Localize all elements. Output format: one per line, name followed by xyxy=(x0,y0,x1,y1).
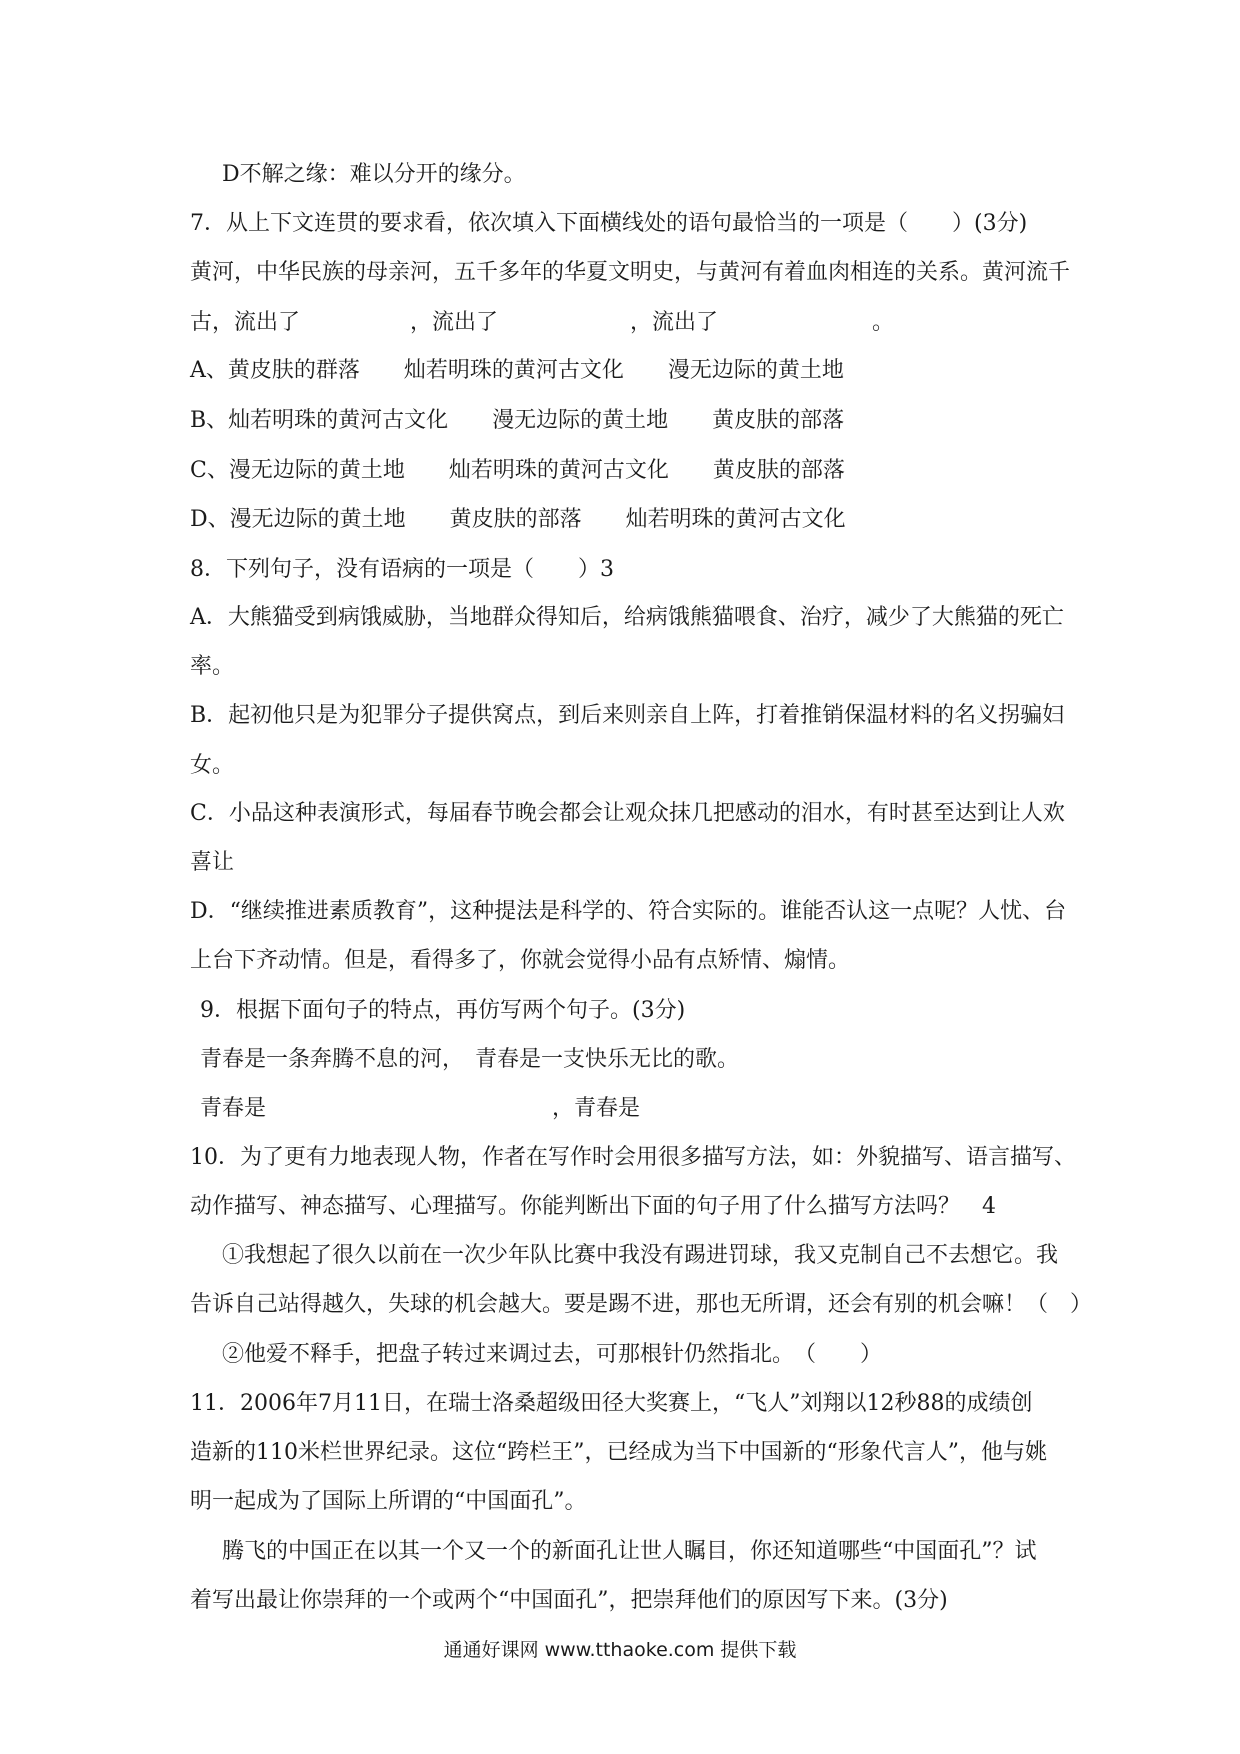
option-c: C、漫无边际的黄土地 灿若明珠的黄河古文化 黄皮肤的部落 xyxy=(190,458,845,483)
option-c: C．小品这种表演形式，每届春节晚会都会让观众抹几把感动的泪水，有时甚至达到让人欢 xyxy=(190,801,1065,826)
text-line: 上台下齐动情。但是，看得多了，你就会觉得小品有点矫情、煽情。 xyxy=(190,948,851,973)
option-a: A、黄皮肤的群落 灿若明珠的黄河古文化 漫无边际的黄土地 xyxy=(190,358,844,383)
text-line: ②他爱不释手，把盘子转过来调过去，可那根针仍然指北。 （ ） xyxy=(222,1342,883,1367)
option-b: B、灿若明珠的黄河古文化 漫无边际的黄土地 黄皮肤的部落 xyxy=(190,408,845,433)
question-8: 8．下列句子，没有语病的一项是（ ）3 xyxy=(190,557,614,582)
option-b: B．起初他只是为犯罪分子提供窝点，到后来则亲自上阵，打着推销保温材料的名义拐骗妇 xyxy=(190,703,1065,728)
question-11: 11．2006年7月11日，在瑞士洛桑超级田径大奖赛上，“飞人”刘翔以12秒88的成绩创 xyxy=(190,1391,1033,1416)
text-line: 动作描写、神态描写、心理描写。你能判断出下面的句子用了什么描写方法吗？ 4 xyxy=(190,1194,996,1219)
question-9: 9．根据下面句子的特点，再仿写两个句子。(3分) xyxy=(200,998,686,1023)
text-line: 古，流出了 ，流出了 ，流出了 。 xyxy=(190,310,895,335)
text-line: ①我想起了很久以前在一次少年队比赛中我没有踢进罚球，我又克制自己不去想它。我 xyxy=(222,1243,1059,1268)
text-line: 造新的110米栏世界纪录。这位“跨栏王”，已经成为当下中国新的“形象代言人”，他与姚 xyxy=(190,1440,1047,1465)
option-d: D．“继续推进素质教育”，这种提法是科学的、符合实际的。谁能否认这一点呢？人忧、台 xyxy=(190,899,1067,924)
text-line: 黄河，中华民族的母亲河，五千多年的华夏文明史，与黄河有着血肉相连的关系。黄河流千 xyxy=(190,260,1071,285)
question-10: 10．为了更有力地表现人物，作者在写作时会用很多描写方法，如：外貌描写、语言描写、 xyxy=(190,1145,1076,1170)
text-line: 青春是一条奔腾不息的河， 青春是一支快乐无比的歌。 xyxy=(200,1047,740,1072)
text-line: D不解之缘：难以分开的缘分。 xyxy=(222,162,526,187)
question-7: 7．从上下文连贯的要求看，依次填入下面横线处的语句最恰当的一项是（ ）(3分) xyxy=(190,211,1028,236)
option-d: D、漫无边际的黄土地 黄皮肤的部落 灿若明珠的黄河古文化 xyxy=(190,507,846,532)
option-a: A．大熊猫受到病饿威胁，当地群众得知后，给病饿熊猫喂食、治疗，减少了大熊猫的死亡 xyxy=(190,605,1064,630)
text-line: 腾飞的中国正在以其一个又一个的新面孔让世人瞩目，你还知道哪些“中国面孔”？试 xyxy=(222,1539,1037,1564)
text-line: 率。 xyxy=(190,654,235,679)
text-line: 明一起成为了国际上所谓的“中国面孔”。 xyxy=(190,1489,587,1514)
text-line: 青春是 ，青春是 xyxy=(200,1096,641,1121)
text-line: 告诉自己站得越久，失球的机会越大。要是踢不进，那也无所谓，还会有别的机会嘛！（ ） xyxy=(190,1292,1093,1317)
text-line: 女。 xyxy=(190,753,235,778)
page-footer: 通通好课网 www.tthaoke.com 提供下载 xyxy=(443,1639,797,1661)
text-line: 喜让 xyxy=(190,850,235,875)
text-line: 着写出最让你崇拜的一个或两个“中国面孔”，把崇拜他们的原因写下来。(3分) xyxy=(190,1588,948,1613)
